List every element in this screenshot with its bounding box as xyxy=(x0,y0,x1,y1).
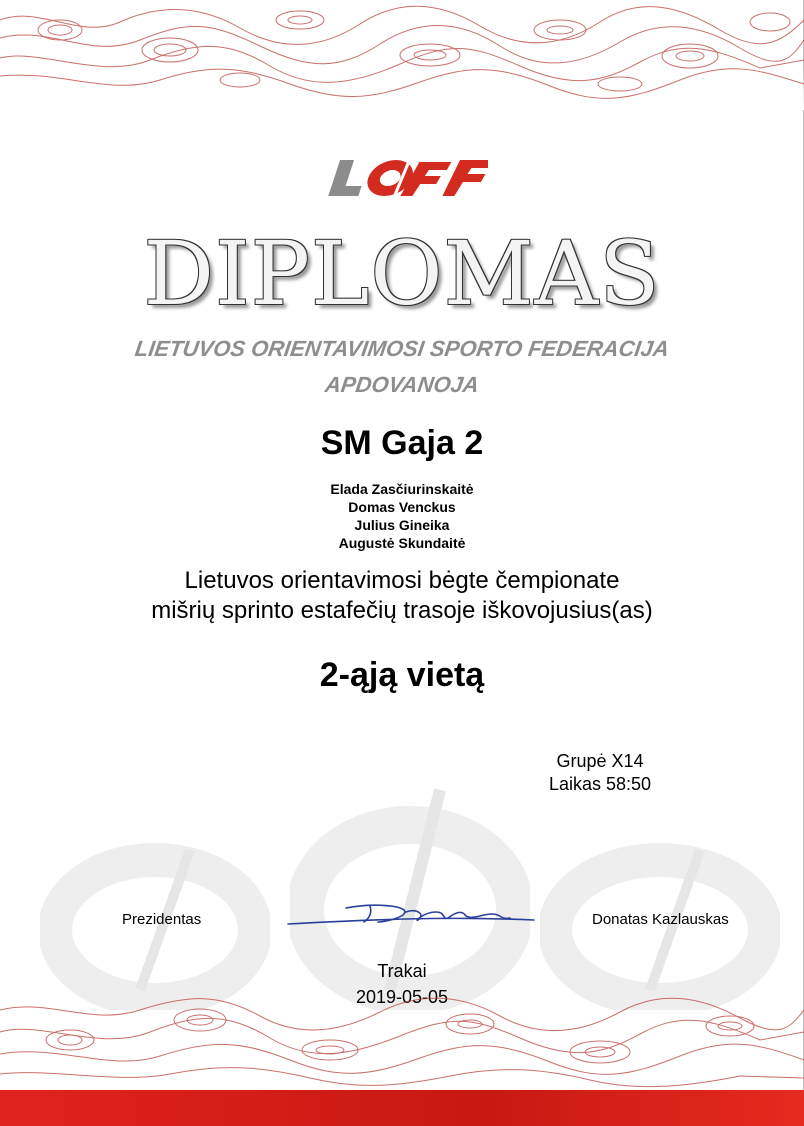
team-member: Julius Gineika xyxy=(354,517,450,533)
signature-scribble xyxy=(286,900,536,932)
result-details xyxy=(520,750,680,796)
time-label: Laikas 58:50 xyxy=(548,774,652,794)
contour-pattern-bottom xyxy=(0,980,804,1090)
group-label: Grupė X14 xyxy=(556,751,644,771)
competition-line-1: Lietuvos orientavimosi bėgte čempionate xyxy=(184,567,620,594)
contour-pattern-top xyxy=(0,0,804,110)
team-member: Elada Zasčiurinskaitė xyxy=(330,481,474,497)
president-name: Donatas Kazlauskas xyxy=(592,911,729,928)
president-label: Prezidentas xyxy=(122,911,202,928)
federation-line-1: LIETUVOS ORIENTAVIMOSI SPORTO FEDERACIJA xyxy=(133,336,671,361)
footer-red-bar xyxy=(0,1090,804,1126)
contour-map-decoration-bottom xyxy=(0,980,804,1090)
federation-line-2: APDOVANOJA xyxy=(323,372,481,397)
date: 2019-05-05 xyxy=(355,987,449,1007)
contour-map-decoration-top xyxy=(0,0,804,110)
team-members-list xyxy=(0,480,804,552)
location: Trakai xyxy=(377,961,427,981)
competition-line-2: mišrių sprinto estafečių trasoje iškovojusius(as) xyxy=(151,597,653,624)
diploma-title: DIPLOMAS xyxy=(143,222,661,325)
losf-compass-logo xyxy=(322,154,488,202)
competition-description xyxy=(0,566,804,626)
team-member: Augustė Skundaitė xyxy=(338,535,466,551)
place-awarded: 2-ąją vietą xyxy=(319,656,485,694)
team-name: SM Gaja 2 xyxy=(320,424,484,462)
team-member: Domas Venckus xyxy=(348,499,456,515)
